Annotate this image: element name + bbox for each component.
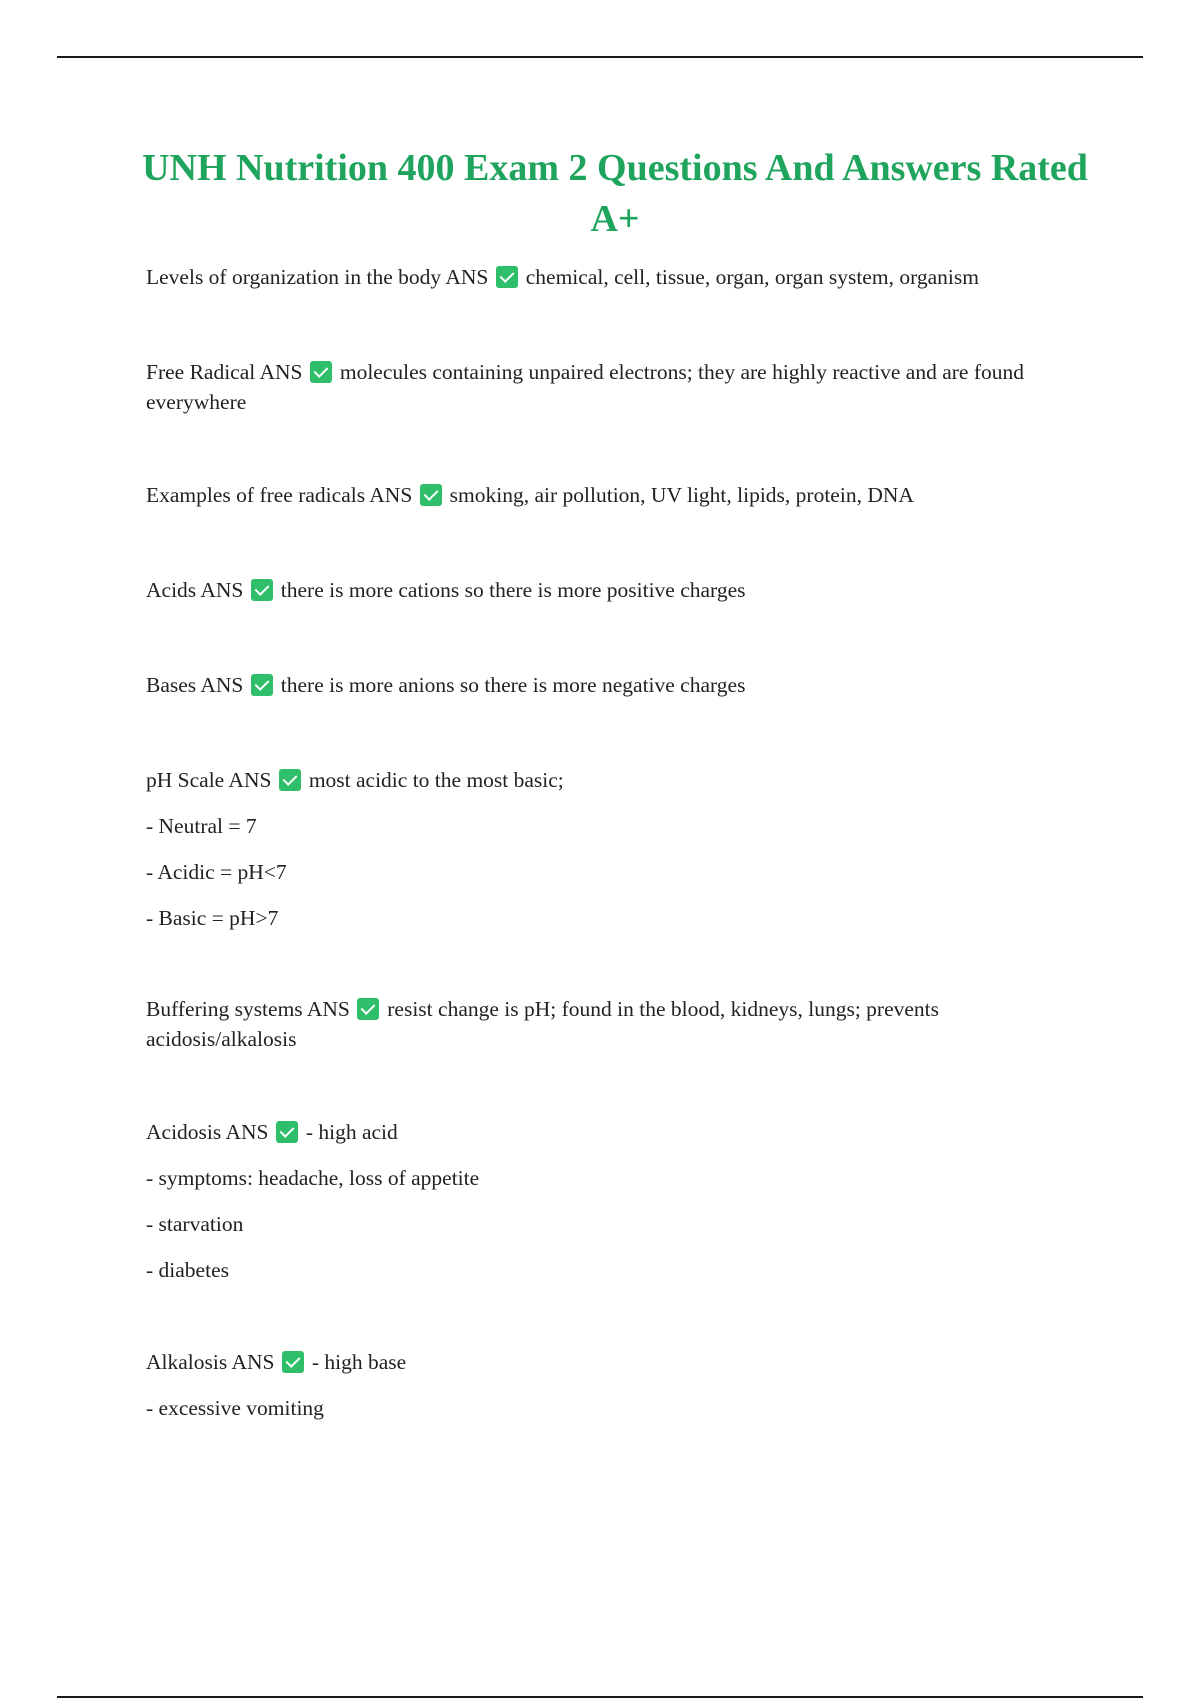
- ans-marker: ANS: [306, 997, 350, 1021]
- qa-term: Free Radical: [146, 360, 256, 384]
- qa-line: [146, 262, 1076, 292]
- qa-term: Examples of free radicals: [146, 483, 366, 507]
- qa-answer: - high acid: [305, 1120, 398, 1144]
- checkbox-checked-icon: [276, 1121, 298, 1143]
- qa-item-acidosis: [146, 1117, 1076, 1285]
- qa-item-examples-of-free-radicals: [146, 480, 1076, 510]
- qa-item-buffering-systems: [146, 994, 1076, 1054]
- qa-term: Levels of organization in the body: [146, 265, 442, 289]
- qa-detail-line: - Acidic = pH<7: [146, 860, 287, 884]
- qa-line: [146, 765, 1076, 795]
- checkbox-checked-icon: [420, 484, 442, 506]
- ans-marker: ANS: [369, 483, 413, 507]
- qa-answer: most acidic to the most basic;: [308, 768, 564, 792]
- qa-item-bases: [146, 670, 1076, 700]
- ans-marker: ANS: [228, 768, 272, 792]
- qa-answer: chemical, cell, tissue, organ, organ system, organism: [525, 265, 979, 289]
- ans-marker: ANS: [445, 265, 489, 289]
- checkbox-checked-icon: [251, 674, 273, 696]
- qa-line: [146, 994, 1076, 1054]
- qa-item-alkalosis: [146, 1347, 1076, 1423]
- qa-line: [146, 357, 1076, 417]
- checkbox-checked-icon: [357, 998, 379, 1020]
- qa-detail-line: - Neutral = 7: [146, 814, 257, 838]
- checkbox-checked-icon: [282, 1351, 304, 1373]
- qa-item-ph-scale: [146, 765, 1076, 933]
- qa-term: Alkalosis: [146, 1350, 228, 1374]
- qa-detail-line: - diabetes: [146, 1258, 229, 1282]
- qa-line: [146, 1117, 1076, 1147]
- checkbox-checked-icon: [310, 361, 332, 383]
- qa-term: Acidosis: [146, 1120, 222, 1144]
- qa-term: Buffering systems: [146, 997, 303, 1021]
- qa-answer: molecules containing unpaired electrons; they are highly reactive and are found everywhere: [146, 360, 1024, 414]
- qa-detail-line: - starvation: [146, 1212, 244, 1236]
- header-rule: [57, 56, 1143, 58]
- checkbox-checked-icon: [279, 769, 301, 791]
- checkbox-checked-icon: [496, 266, 518, 288]
- ans-marker: ANS: [259, 360, 303, 384]
- qa-term: Bases: [146, 673, 197, 697]
- ans-marker: ANS: [200, 673, 244, 697]
- ans-marker: ANS: [231, 1350, 275, 1374]
- qa-answer: there is more cations so there is more positive charges: [280, 578, 746, 602]
- qa-line: [146, 480, 1076, 510]
- qa-line: [146, 670, 1076, 700]
- ans-marker: ANS: [200, 578, 244, 602]
- qa-item-acids: [146, 575, 1076, 605]
- footer-rule: [57, 1696, 1143, 1698]
- qa-line: [146, 575, 1076, 605]
- qa-answer: resist change is pH; found in the blood, kidneys, lungs; prevents acidosis/alkalosis: [146, 997, 940, 1051]
- ans-marker: ANS: [225, 1120, 269, 1144]
- qa-term: Acids: [146, 578, 197, 602]
- qa-line: [146, 1347, 1076, 1377]
- checkbox-checked-icon: [251, 579, 273, 601]
- qa-term: pH Scale: [146, 768, 225, 792]
- qa-answer: smoking, air pollution, UV light, lipids, protein, DNA: [449, 483, 914, 507]
- qa-detail-line: - Basic = pH>7: [146, 906, 279, 930]
- qa-detail-line: - symptoms: headache, loss of appetite: [146, 1166, 480, 1190]
- qa-item-free-radical: [146, 357, 1076, 417]
- qa-answer: - high base: [311, 1350, 407, 1374]
- qa-item-levels-of-organization: [146, 262, 1076, 292]
- document-title: UNH Nutrition 400 Exam 2 Questions And Answers Rated A+: [142, 147, 1088, 240]
- qa-answer: there is more anions so there is more negative charges: [280, 673, 746, 697]
- qa-detail-line: - excessive vomiting: [146, 1396, 324, 1420]
